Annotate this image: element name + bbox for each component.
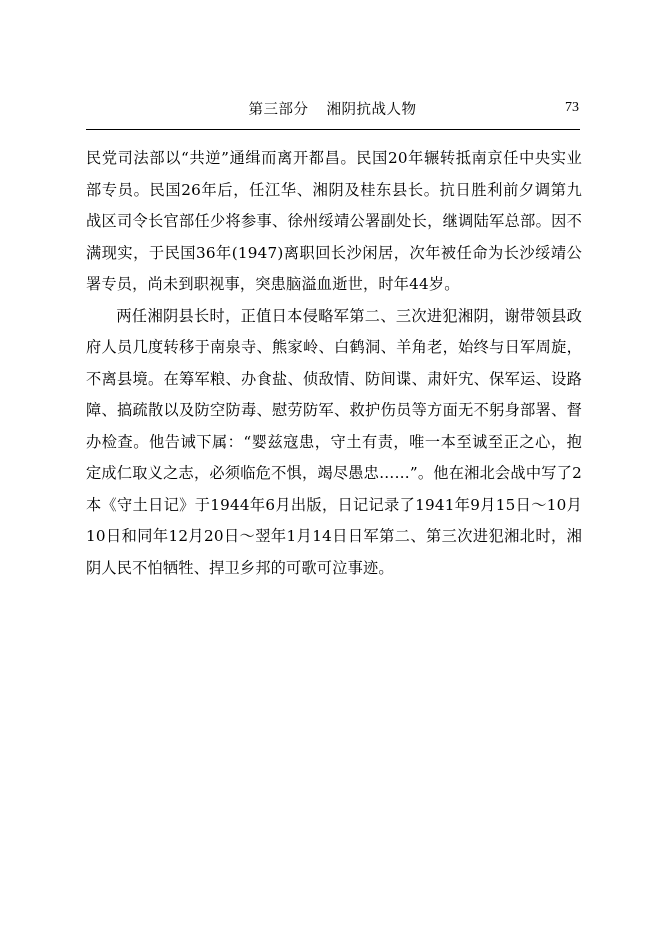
header-rule bbox=[86, 129, 580, 130]
header-title bbox=[86, 98, 579, 119]
paragraph-1: 民党司法部以“共逆”通缉而离开都昌。民国20年辗转抵南京任中央实业部专员。民国26年后，任江华、湘阴及桂东县长。抗日胜利前夕调第九战区司令长官部任少将参事、徐州绥靖公署副处长，继调陆军总部。因不满现实，于民国36年(1947)离职回长沙闲居，次年被任命为长沙绥靖公署专员，尚未到职视事，突患脑溢血逝世，时年44岁。 bbox=[86, 149, 582, 293]
header-part-label: 第三部分 bbox=[248, 102, 309, 118]
paragraph-2: 两任湘阴县长时，正值日本侵略军第二、三次进犯湘阴，谢带领县政府人员几度转移于南泉寺、熊家岭、白鹤洞、羊角老，始终与日军周旋，不离县境。在筹军粮、办食盐、侦敌情、防间谍、肃奸宄、保军运、设路障、搞疏散以及防空防毒、慰劳防军、救护伤员等方面无不躬身部署、督办检查。他告诫下属：“婴兹寇患，守土有责，唯一本至诚至正之心，抱定成仁取义之志，必须临危不惧，竭尽愚忠……”。他在湘北会战中写了2本《守土日记》于1944年6月出版，日记记录了1941年9月15日～10月10日和同年12月20日～翌年1月14日日军第二、第三次进犯湘北时，湘阴人民不怕牺牲、捍卫乡邦的可歌可泣事迹。 bbox=[86, 306, 582, 577]
body-text bbox=[86, 143, 582, 584]
page-header bbox=[86, 98, 579, 124]
header-chapter-label: 湘阴抗战人物 bbox=[326, 102, 417, 118]
page-number: 73 bbox=[565, 100, 579, 115]
